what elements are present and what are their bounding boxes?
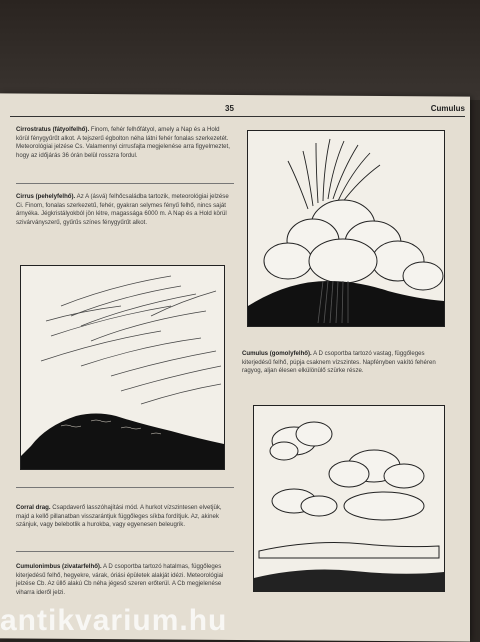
horizon: [254, 570, 444, 591]
entry-term: Cumulonimbus (zivatarfelhő).: [16, 563, 102, 570]
page-number: 35: [225, 104, 234, 113]
cirrus-streaks: [41, 276, 221, 404]
cirrus-illustration: [20, 265, 225, 470]
background-shadow: [0, 0, 480, 100]
mountain-silhouette: [21, 414, 224, 470]
cumulus-illustration: [253, 405, 445, 592]
watermark: antikvarium.hu: [0, 604, 228, 637]
stratus-layer: [259, 543, 439, 558]
entry-body: Az A (ásvá) felhőcsaládba tartozik, meteorológiai jelzése Ci. Finom, fonalas szerkezetű, fehér, gyakran selymes fényű felhő, nincs saját árnyéka. Jégkristályokból jön létre, magassága 6000 m. A Nap és a Hold körül szivárványszerű, gyűrűs színes fénygyűrűt alkot.: [16, 193, 229, 226]
entry-term: Cumulus (gomolyfelhő).: [242, 350, 312, 357]
entry-body: A D csoportba tartozó vastag, függőleges kiterjedésű felhő, púpja csaknem vízszintes. Napfényben vakító fehéren ragyog, aljan élesen elkülönülő szürke része.: [242, 350, 436, 375]
cumulonimbus-illustration: [247, 130, 445, 327]
entry-term: Cirrostratus (fátyolfelhő).: [16, 126, 90, 133]
divider: [16, 487, 234, 488]
entry-body: A D csoportba tartozó hatalmas, függőleges kiterjedésű felhő, hegyekre, várak, óriási épületek alakját idézi. Meteorológiai jelzése Cb. Az üllő alakú Cb néha jégeső szeren erőterül. A Cb megjelenése viharra ideről jelzi.: [16, 563, 224, 596]
entry-body: Finom, fehér felhőfátyol, amely a Nap és a Hold körül fénygyűrűt alkot. A tejszerű égbolton néha látni fehér fonalas szerkezetét. Meteorológiai jelzése Cs. Valamennyi cirrusfajta megjelenése arra figyelmeztet, hogy az időjárás 36 órán belül rosszra fordul.: [16, 126, 230, 159]
cloud-body: [264, 200, 443, 290]
entry-body: Csapdaverő lasszóhajítási mód. A hurkot vízszintesen elvetjük, majd a kellő pillanatban visszarántjuk függőleges síkba fordítjuk. Az, akinek szánjuk, vagy belebotlik a hurokba, vagy egyenesen beleugrik.: [16, 504, 222, 529]
divider: [16, 551, 234, 552]
entry-cumulonimbus: [16, 563, 234, 597]
running-head: Cumulus: [430, 104, 465, 113]
entry-term: Cirrus (pehelyfelhő).: [16, 193, 76, 200]
divider: [16, 183, 234, 184]
cumulus-clouds: [270, 422, 424, 520]
anvil-top: [288, 139, 380, 209]
entry-term: Corral drag.: [16, 504, 51, 511]
entry-corral-drag: [16, 504, 234, 530]
entry-cumulus: [242, 350, 450, 376]
entry-cirrus: [16, 193, 234, 227]
entry-cirrostratus: [16, 126, 234, 160]
page-header: [10, 100, 465, 117]
